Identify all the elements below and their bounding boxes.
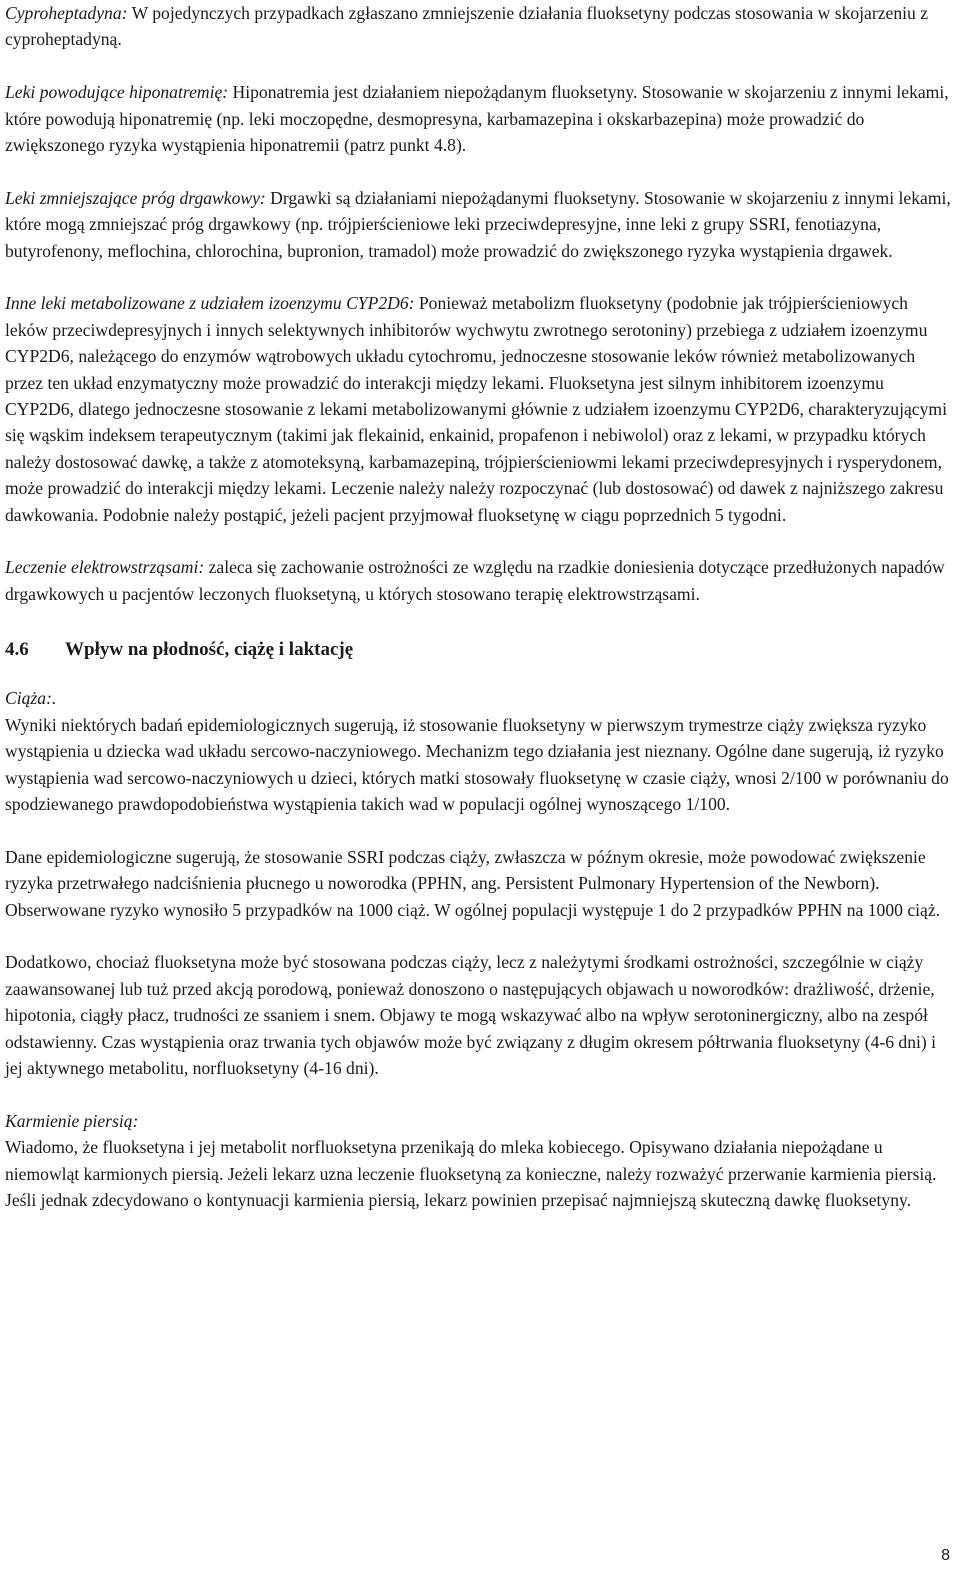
paragraph-body: zaleca się zachowanie ostrożności ze względu na rzadkie doniesienia dotyczące przedłużonych napadów drgawkowych u pacjentów leczonych fluoksetyną, u których stosowano terapię elektrowstrząsami. xyxy=(5,557,945,604)
paragraph-pregnancy-2: Dane epidemiologiczne sugerują, że stosowanie SSRI podczas ciąży, zwłaszcza w późnym okresie, może powodować zwiększenie ryzyka przetrwałego nadciśnienia płucnego u noworodka (PPHN, ang. Persistent Pulmonary Hypertension of the Newborn). Obserwowane ryzyko wynosiło 5 przypadków na 1000 ciąż. W ogólnej populacji występuje 1 do 2 przypadków PPHN na 1000 ciąż. xyxy=(5,846,941,920)
section-number: 4.6 xyxy=(5,639,29,661)
subhead-breastfeeding: Karmienie piersią: xyxy=(5,1110,139,1131)
paragraph-body: Hiponatremia jest działaniem niepożądanym fluoksetyny. Stosowanie w skojarzeniu z innymi lekami, które powodują hiponatremię (np. leki moczopędne, desmopresyna, karbamazepina i okskarbazepina) może prowadzić do zwiększonego ryzyka wystąpienia hiponatremii (patrz punkt 4.8). xyxy=(5,82,949,156)
paragraph-lead: Leczenie elektrowstrząsami: xyxy=(5,557,205,578)
subhead-pregnancy: Ciąża:. xyxy=(5,688,57,709)
paragraph-pregnancy-1: Wyniki niektórych badań epidemiologicznych sugerują, iż stosowanie fluoksetyny w pierwszym trymestrze ciąży zwiększa ryzyko wystąpienia u dziecka wad układu sercowo-naczyniowego. Mechanizm tego działania jest nieznany. Ogólne dane sugerują, iż ryzyko wystąpienia wad sercowo-naczyniowych u dzieci, których matki stosowały fluoksetynę w czasie ciąży, wnosi 2/100 w porównaniu do spodziewanego prawdopodobieństwa wystąpienia takich wad w populacji ogólnej wynoszącego 1/100. xyxy=(5,714,949,814)
paragraph-electroconvulsive xyxy=(5,554,953,607)
paragraph-lead: Leki zmniejszające próg drgawkowy: xyxy=(5,187,266,208)
section-heading xyxy=(5,633,953,667)
document-page xyxy=(5,0,953,1213)
paragraph-lead: Inne leki metabolizowane z udziałem izoenzymu CYP2D6: xyxy=(5,293,415,314)
paragraph-cyproheptadine xyxy=(5,0,953,53)
paragraph-seizure-threshold xyxy=(5,185,953,264)
paragraph-body: Drgawki są działaniami niepożądanymi fluoksetyny. Stosowanie w skojarzeniu z innymi lekami, które mogą zmniejszać próg drgawkowy (np. trójpierścieniowe leki przeciwdepresyjne, inne leki z grupy SSRI, fenotiazyna, butyrofenony, meflochina, chlorochina, bupronion, tramadol) może prowadzić do zwiększonego ryzyka wystąpienia drgawek. xyxy=(5,187,951,261)
paragraph-lead: Cyproheptadyna: xyxy=(5,3,128,23)
paragraph-lead: Leki powodujące hiponatremię: xyxy=(5,82,229,103)
paragraph-body: W pojedynczych przypadkach zgłaszano zmniejszenie działania fluoksetyny podczas stosowania w skojarzeniu z cyproheptadyną. xyxy=(5,3,929,50)
section-title: Wpływ na płodność, ciążę i laktację xyxy=(65,639,354,661)
paragraph-hyponatremia xyxy=(5,79,953,158)
paragraph-pregnancy-3: Dodatkowo, chociaż fluoksetyna może być stosowana podczas ciąży, lecz z należytymi środkami ostrożności, szczególnie w ciąży zaawansowanej lub tuż przed akcją porodową, ponieważ donoszono o następujących objawach u noworodków: drażliwość, drżenie, hipotonia, ciągły płacz, trudności ze ssaniem i snem. Objawy te mogą wskazywać albo na wpływ serotoninergiczny, albo na zespół odstawienny. Czas wystąpienia oraz trwania tych objawów może być związany z długim okresem półtrwania fluoksetyny (4-6 dni) i jej aktywnego metabolitu, norfluoksetyny (4-16 dni). xyxy=(5,952,937,1078)
paragraph-body: Ponieważ metabolizm fluoksetyny (podobnie jak trójpierścieniowych leków przeciwdepresyjnych i innych selektywnych inhibitorów wychwytu zwrotnego serotoniny) przebiega z udziałem izoenzymu CYP2D6, należącego do enzymów wątrobowych układu cytochromu, jednoczesne stosowanie leków również metabolizowanych przez ten układ enzymatyczny może prowadzić do interakcji między lekami. Fluoksetyna jest silnym inhibitorem izoenzymu CYP2D6, dlatego jednoczesne stosowanie z lekami metabolizowanymi głównie z udziałem izoenzymu CYP2D6, charakteryzującymi się wąskim indeksem terapeutycznym (takimi jak flekainid, enkainid, propafenon i nebiwolol) oraz z lekami, w przypadku których należy dostosować dawkę, a także z atomoteksyną, karbamazepiną, trójpierścieniowmi lekami przeciwdepresyjnych i rysperydonem, może prowadzić do interakcji między lekami. Leczenie należy należy rozpoczynać (lub dostosować) od dawek z najniższego zakresu dawkowania. Podobnie należy postąpić, jeżeli pacjent przyjmował fluoksetynę w ciągu poprzednich 5 tygodni. xyxy=(5,293,947,525)
paragraph-cyp2d6 xyxy=(5,290,953,528)
paragraph-breastfeeding-1: Wiadomo, że fluoksetyna i jej metabolit norfluoksetyna przenikają do mleka kobiecego. Opisywano działania niepożądane u niemowląt karmionych piersią. Jeżeli lekarz uzna leczenie fluoksetyną za konieczne, należy rozważyć przerwanie karmienia piersią. Jeśli jednak zdecydowano o kontynuacji karmienia piersią, lekarz powinien przepisać najmniejszą skuteczną dawkę fluoksetyny. xyxy=(5,1137,937,1210)
page-number: 8 xyxy=(941,1547,950,1564)
